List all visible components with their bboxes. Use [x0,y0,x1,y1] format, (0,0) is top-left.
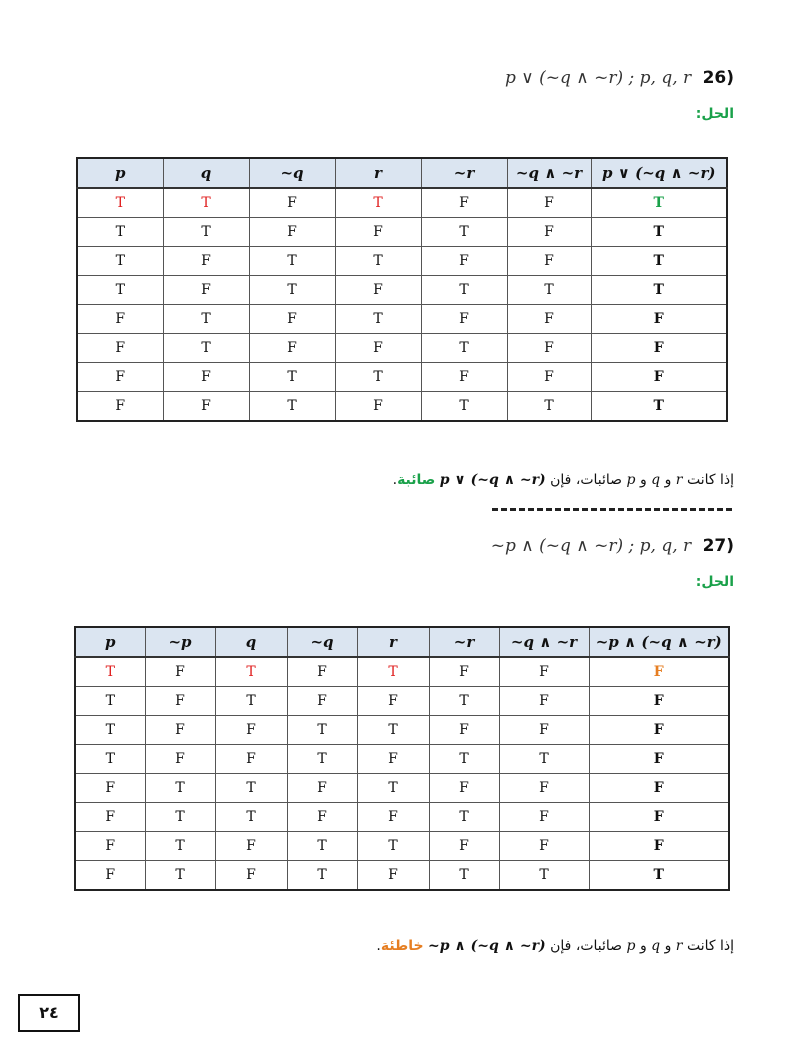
table-cell: F [421,247,507,276]
table-cell: T [75,657,145,687]
table-cell: T [335,363,421,392]
table-row [77,218,727,247]
table-cell: F [589,774,729,803]
table-cell: T [145,832,215,861]
table-cell: T [75,716,145,745]
table-cell: F [335,218,421,247]
table-cell: F [145,745,215,774]
table-cell: F [357,803,429,832]
table-cell: T [287,745,357,774]
table-cell: F [335,392,421,422]
table-cell: T [145,803,215,832]
table-row [75,745,729,774]
table-cell: F [77,334,163,363]
table-cell: T [357,716,429,745]
table-cell: F [499,832,589,861]
header-not-q-and-not-r: ~q ∧ ~r [507,158,591,188]
header-result: ~p ∧ (~q ∧ ~r) [589,627,729,657]
table-row [77,363,727,392]
table-row [75,687,729,716]
header-p: p [77,158,163,188]
problem-27-statement [491,536,734,556]
table-cell: F [163,276,249,305]
header-r: r [357,627,429,657]
var-q: q [651,472,661,488]
var-r: r [675,472,683,488]
table-cell: F [507,188,591,218]
header-not-p: ~p [145,627,215,657]
table-cell: T [75,687,145,716]
table-cell: T [163,218,249,247]
conclusion-prefix: إذا كانت [686,938,734,954]
table-cell: F [499,803,589,832]
conclusion-26 [393,472,734,488]
solution-label-26: الحل: [695,106,734,122]
table-cell: F [499,774,589,803]
table-cell: T [163,305,249,334]
table-cell: F [499,687,589,716]
table-row [77,392,727,422]
table-cell: T [215,803,287,832]
table-cell: F [145,716,215,745]
table-row [77,305,727,334]
table-cell: F [163,392,249,422]
header-q: q [163,158,249,188]
table-cell: T [145,774,215,803]
table-row [75,861,729,891]
var-p: p [626,938,636,954]
header-not-r: ~r [429,627,499,657]
table-cell: T [249,392,335,422]
table-cell: T [249,247,335,276]
conclusion-expression: p ∨ (~q ∧ ~r) [439,472,546,488]
table-row [75,657,729,687]
table-cell: F [287,657,357,687]
conclusion-prefix: إذا كانت [686,472,734,488]
table-cell: F [75,803,145,832]
table-cell: F [507,305,591,334]
table-cell: F [163,363,249,392]
table-cell: T [335,305,421,334]
table-cell: F [287,803,357,832]
problem-26-expression: p ∨ (~q ∧ ~r) ; p, q, r [504,68,692,88]
table-cell: F [589,745,729,774]
table-cell: F [429,657,499,687]
table-cell: F [507,218,591,247]
table-cell: T [357,832,429,861]
table-cell: T [215,657,287,687]
table-cell: T [429,687,499,716]
table-row [77,247,727,276]
table-row [75,803,729,832]
table-row [77,334,727,363]
truth-table-26 [76,157,728,422]
section-divider [492,508,732,511]
table-row [75,774,729,803]
table-cell: F [215,716,287,745]
var-q: q [651,938,661,954]
table-cell: T [163,334,249,363]
table-cell: F [287,774,357,803]
and-word: و [639,472,647,488]
problem-26-number: 26) [702,68,734,88]
table-header-row [75,627,729,657]
page-number: ٢٤ [18,994,80,1032]
truth-table-27 [74,626,730,891]
table-cell: F [335,334,421,363]
table-cell: T [429,861,499,891]
table-cell: T [357,657,429,687]
table-cell: F [249,188,335,218]
period: . [392,472,398,488]
table-row [77,276,727,305]
table-cell: T [589,861,729,891]
table-cell: T [429,803,499,832]
header-not-q: ~q [287,627,357,657]
table-cell: F [507,247,591,276]
table-cell: T [421,218,507,247]
table-row [75,716,729,745]
var-p: p [626,472,636,488]
problem-27-expression: ~p ∧ (~q ∧ ~r) ; p, q, r [490,536,692,556]
table-cell: F [75,832,145,861]
conclusion-middle: صائبات، فإن [550,938,623,954]
var-r: r [675,938,683,954]
verdict-true: صائبة [397,472,436,488]
table-cell: T [77,276,163,305]
table-cell: T [287,861,357,891]
table-cell: F [357,861,429,891]
table-cell: T [77,247,163,276]
table-row [75,832,729,861]
table-cell: T [77,218,163,247]
table-cell: F [589,657,729,687]
table-cell: F [145,657,215,687]
table-cell: F [77,305,163,334]
table-cell: F [591,305,727,334]
table-cell: T [249,276,335,305]
table-cell: F [507,363,591,392]
table-cell: F [215,745,287,774]
table-cell: T [145,861,215,891]
table-cell: T [357,774,429,803]
table-cell: F [589,716,729,745]
table-cell: F [249,218,335,247]
table-cell: T [249,363,335,392]
table-cell: F [145,687,215,716]
table-header-row [77,158,727,188]
table-cell: T [429,745,499,774]
table-cell: F [357,745,429,774]
table-cell: T [591,392,727,422]
header-r: r [335,158,421,188]
table-cell: F [499,716,589,745]
header-not-r: ~r [421,158,507,188]
table-cell: F [591,363,727,392]
period: . [376,938,381,954]
verdict-false: خاطئة [380,938,424,954]
table-cell: T [499,745,589,774]
conclusion-expression: ~p ∧ (~q ∧ ~r) [428,938,546,954]
table-cell: F [421,363,507,392]
table-cell: F [215,861,287,891]
table-cell: T [507,392,591,422]
header-not-q: ~q [249,158,335,188]
table-cell: T [421,334,507,363]
table-cell: F [163,247,249,276]
table-cell: T [163,188,249,218]
problem-27-number: 27) [702,536,734,556]
solution-label-27: الحل: [695,574,734,590]
and-word: و [639,938,647,954]
table-cell: F [249,334,335,363]
and-word: و [664,472,672,488]
table-cell: F [589,832,729,861]
table-cell: T [591,188,727,218]
table-cell: T [421,392,507,422]
table-cell: F [77,363,163,392]
table-cell: T [287,716,357,745]
table-row [77,188,727,218]
table-cell: F [499,657,589,687]
table-cell: F [429,774,499,803]
table-cell: F [287,687,357,716]
table-cell: T [591,276,727,305]
conclusion-middle: صائبات، فإن [550,472,623,488]
table-cell: F [249,305,335,334]
table-cell: F [589,803,729,832]
table-cell: T [591,247,727,276]
problem-26-statement [505,68,734,88]
table-cell: F [591,334,727,363]
header-q: q [215,627,287,657]
table-cell: T [591,218,727,247]
table-cell: F [335,276,421,305]
table-cell: T [335,247,421,276]
table-cell: T [77,188,163,218]
table-cell: F [357,687,429,716]
table-cell: T [215,774,287,803]
table-cell: T [287,832,357,861]
table-cell: F [429,716,499,745]
header-p: p [75,627,145,657]
table-cell: F [429,832,499,861]
table-cell: T [499,861,589,891]
table-cell: T [507,276,591,305]
table-cell: T [335,188,421,218]
table-cell: F [421,305,507,334]
and-word: و [664,938,672,954]
table-cell: T [421,276,507,305]
table-cell: F [75,774,145,803]
header-not-q-and-not-r: ~q ∧ ~r [499,627,589,657]
table-cell: F [421,188,507,218]
header-result: p ∨ (~q ∧ ~r) [591,158,727,188]
table-cell: F [75,861,145,891]
table-cell: F [589,687,729,716]
table-cell: F [215,832,287,861]
table-cell: F [77,392,163,422]
table-cell: T [75,745,145,774]
table-cell: T [215,687,287,716]
conclusion-27 [376,938,734,954]
table-cell: F [507,334,591,363]
